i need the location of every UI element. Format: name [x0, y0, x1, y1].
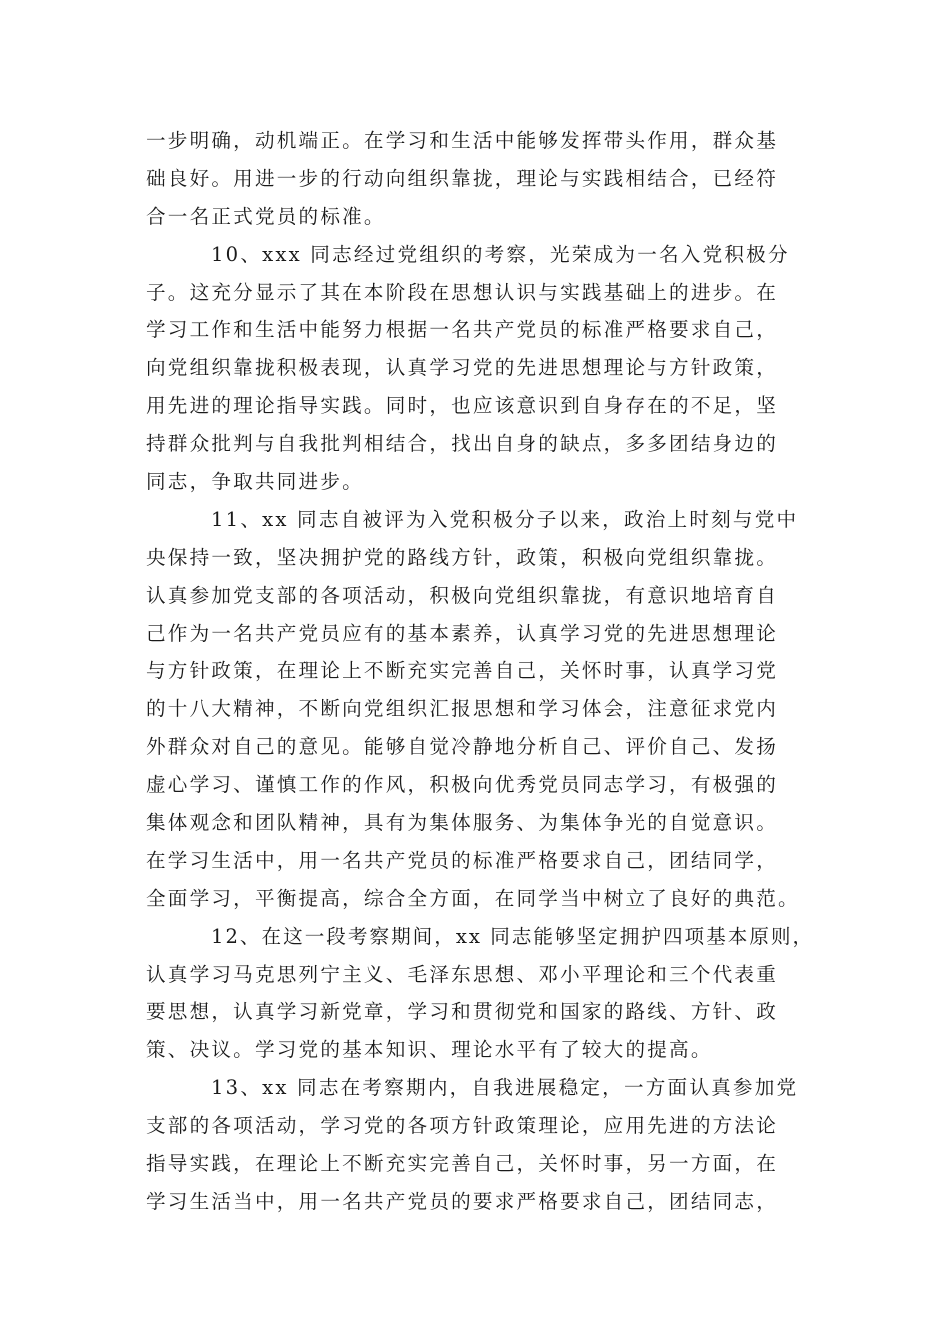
- document-body: [146, 122, 816, 1221]
- text-line: 与方针政策，在理论上不断充实完善自己，关怀时事，认真学习党: [146, 659, 779, 683]
- text-line: 础良好。用进一步的行动向组织靠拢，理论与实践相结合，已经符: [146, 166, 779, 190]
- text-line: 要思想，认真学习新党章，学习和贯彻党和国家的路线、方针、政: [146, 1000, 779, 1024]
- text-line: 向党组织靠拢积极表现，认真学习党的先进思想理论与方针政策，: [146, 356, 779, 380]
- text-line: 己作为一名共产党员应有的基本素养，认真学习党的先进思想理论: [146, 621, 779, 645]
- text-line: 策、决议。学习党的基本知识、理论水平有了较大的提高。: [146, 1038, 713, 1062]
- text-line: 同志，争取共同进步。: [146, 470, 364, 494]
- text-line: 子。这充分显示了其在本阶段在思想认识与实践基础上的进步。在: [146, 280, 779, 304]
- text-line: 的十八大精神，不断向党组织汇报思想和学习体会，注意征求党内: [146, 697, 779, 721]
- paragraph-first-line: 13、xx 同志在考察期内，自我进展稳定，一方面认真参加党: [211, 1076, 799, 1100]
- text-line: 合一名正式党员的标准。: [146, 204, 386, 228]
- text-line: 学习工作和生活中能努力根据一名共产党员的标准严格要求自己，: [146, 318, 779, 342]
- text-line: 指导实践，在理论上不断充实完善自己，关怀时事，另一方面，在: [146, 1152, 779, 1176]
- paragraph-first-line: 10、xxx 同志经过党组织的考察，光荣成为一名入党积极分: [211, 242, 790, 266]
- text-line: 在学习生活中，用一名共产党员的标准严格要求自己，团结同学，: [146, 848, 779, 872]
- text-line: 集体观念和团队精神，具有为集体服务、为集体争光的自觉意识。: [146, 811, 779, 835]
- text-line: 央保持一致，坚决拥护党的路线方针，政策，积极向党组织靠拢。: [146, 545, 779, 569]
- text-line: 认真学习马克思列宁主义、毛泽东思想、邓小平理论和三个代表重: [146, 962, 779, 986]
- text-line: 认真参加党支部的各项活动，积极向党组织靠拢，有意识地培育自: [146, 583, 779, 607]
- text-line: 学习生活当中，用一名共产党员的要求严格要求自己，团结同志，: [146, 1189, 779, 1213]
- text-line: 一步明确，动机端正。在学习和生活中能够发挥带头作用，群众基: [146, 129, 779, 152]
- text-line: 外群众对自己的意见。能够自觉冷静地分析自己、评价自己、发扬: [146, 735, 779, 759]
- text-line: 全面学习，平衡提高，综合全方面，在同学当中树立了良好的典范。: [146, 886, 800, 910]
- text-line: 支部的各项活动，学习党的各项方针政策理论，应用先进的方法论: [146, 1114, 779, 1138]
- text-line: 用先进的理论指导实践。同时，也应该意识到自身存在的不足，坚: [146, 394, 779, 418]
- paragraph-first-line: 11、xx 同志自被评为入党积极分子以来，政治上时刻与党中: [211, 507, 799, 531]
- paragraph-first-line: 12、在这一段考察期间，xx 同志能够坚定拥护四项基本原则，: [211, 924, 815, 948]
- text-line: 虚心学习、谨慎工作的作风，积极向优秀党员同志学习，有极强的: [146, 773, 779, 797]
- text-line: 持群众批判与自我批判相结合，找出自身的缺点，多多团结身边的: [146, 432, 779, 456]
